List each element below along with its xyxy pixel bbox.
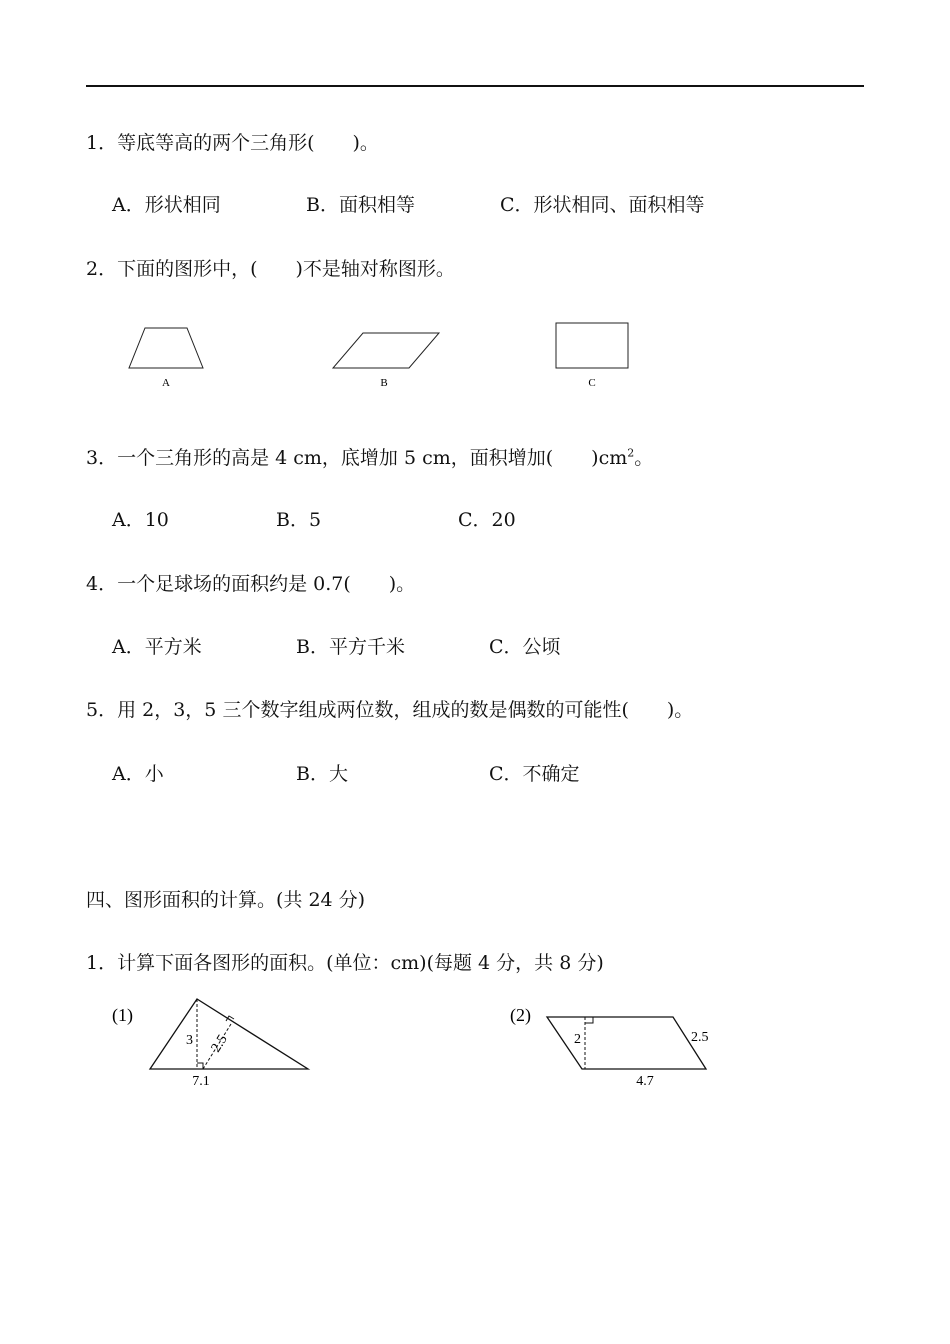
parallelogram-base-value: 4.7: [636, 1074, 654, 1089]
q5-option-b: B．大: [296, 763, 348, 785]
q4-option-b: B．平方千米: [296, 636, 405, 658]
question-3: [86, 446, 653, 470]
rectangle-shape: [556, 323, 628, 368]
triangle-shape: [150, 999, 308, 1069]
parallelogram-area-shape: [547, 1017, 706, 1069]
q1-option-b: B．面积相等: [306, 194, 415, 216]
shape-label-c: C: [588, 377, 596, 389]
shape-label-a: A: [162, 377, 170, 389]
area-figures: [0, 990, 950, 1100]
q1-option-c: C．形状相同、面积相等: [500, 194, 705, 216]
parallelogram-side-value: 2.5: [691, 1030, 709, 1045]
trapezoid-shape: [129, 328, 203, 368]
q2-shapes: [0, 0, 950, 400]
question-number: 1．: [86, 952, 118, 974]
q3-option-a: A．10: [112, 509, 169, 531]
q5-option-c: C．不确定: [489, 763, 580, 785]
parallelogram-height-value: 2: [574, 1032, 581, 1047]
question-text: 计算下面各图形的面积。(单位：cm)(每题 4 分，共 8 分): [117, 952, 604, 974]
triangle-height-value: 3: [186, 1033, 193, 1048]
q4-option-a: A．平方米: [112, 636, 202, 658]
triangle-base-value: 7.1: [192, 1074, 210, 1089]
question-text: 一个足球场的面积约是 0.7( )。: [117, 573, 416, 595]
parallelogram-shape: [333, 333, 439, 368]
question-number: 4．: [86, 573, 118, 595]
question-text: 下面的图形中，( )不是轴对称图形。: [117, 258, 455, 280]
question-number: 1．: [86, 132, 118, 154]
q3-option-c: C．20: [458, 509, 516, 531]
question-4: [86, 572, 415, 596]
right-angle-marker: [197, 1063, 203, 1069]
shape-label-b: B: [380, 377, 388, 389]
q5-option-a: A．小: [112, 763, 164, 785]
question-5: [86, 698, 693, 722]
section-heading: 四、图形面积的计算。(共 24 分): [86, 889, 366, 911]
q3-option-b: B．5: [276, 509, 322, 531]
question-text: 一个三角形的高是 4 cm，底增加 5 cm，面积增加( )cm: [117, 447, 628, 469]
unit-superscript: 2: [627, 446, 635, 460]
figure-1-label: (1): [112, 1005, 133, 1025]
right-angle-marker-3: [585, 1017, 593, 1023]
question-number: 2．: [86, 258, 118, 280]
question-number: 5．: [86, 699, 118, 721]
section4-question-1: [86, 951, 604, 975]
figure-2-label: (2): [510, 1005, 531, 1025]
question-number: 3．: [86, 447, 118, 469]
question-text-end: 。: [634, 447, 654, 469]
question-text: 用 2，3，5 三个数字组成两位数，组成的数是偶数的可能性( )。: [117, 699, 694, 721]
question-text: 等底等高的两个三角形( )。: [117, 132, 379, 154]
q1-option-a: A．形状相同: [112, 194, 221, 216]
triangle-height2-value: 2.5: [208, 1032, 231, 1056]
q4-option-c: C．公顷: [489, 636, 561, 658]
